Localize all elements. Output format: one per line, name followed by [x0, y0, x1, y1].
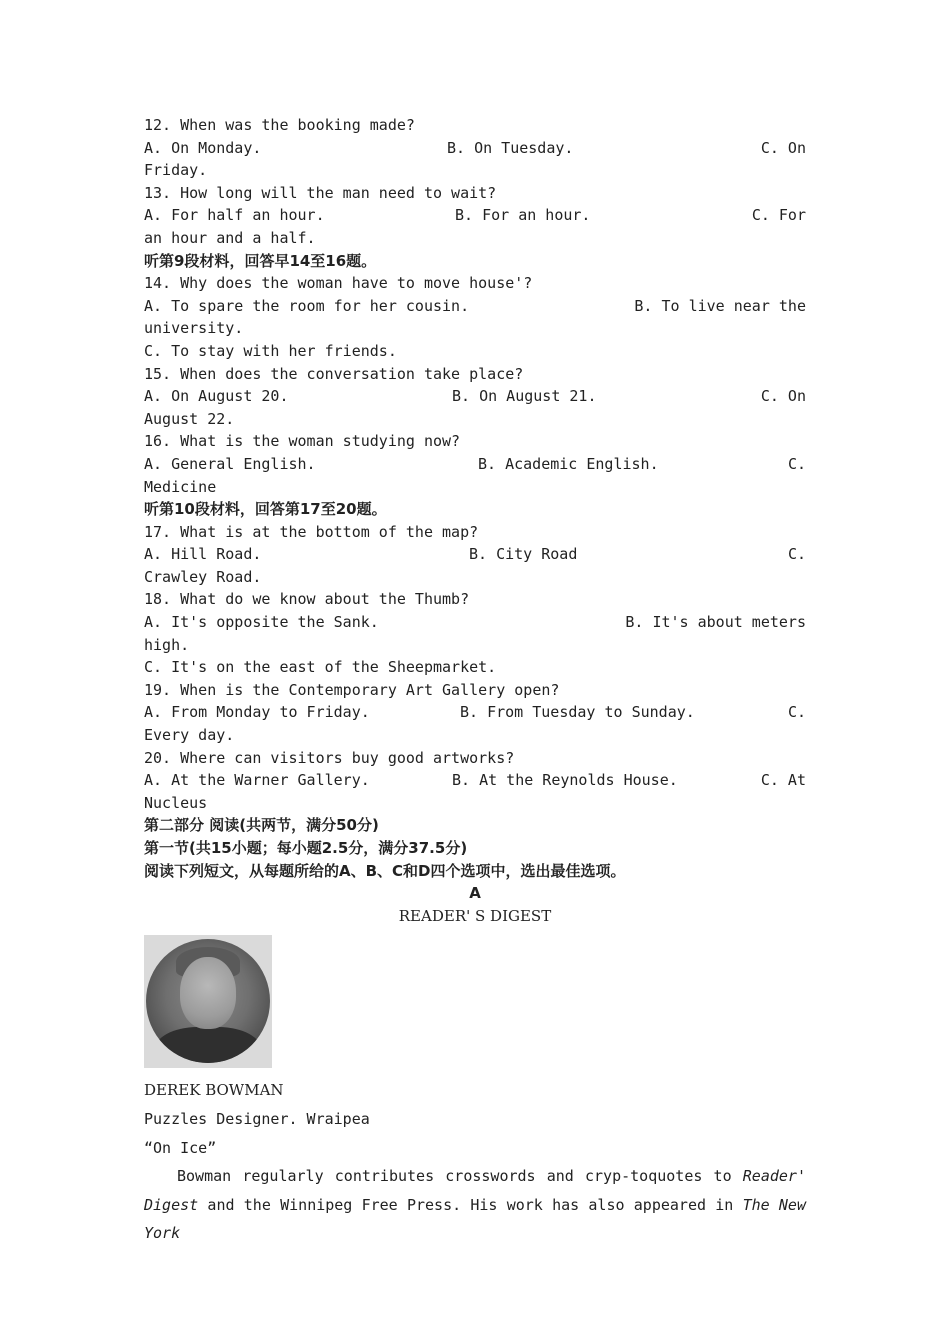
passage-letter: A: [469, 884, 481, 903]
section-9-heading: 听第9段材料，回答早14至16题。: [144, 251, 377, 270]
option-c: C.: [787, 703, 806, 722]
option-c-continued: August 22.: [144, 409, 235, 428]
option-c-continued: Crawley Road.: [144, 567, 262, 586]
question-17-options: [144, 543, 806, 566]
section-10-heading: 听第10段材料，回答第17至20题。: [144, 500, 387, 519]
question-14: 14. Why does the woman have to move house'?: [144, 274, 533, 293]
question-19-options: [144, 701, 806, 724]
option-c: C. On: [760, 387, 806, 406]
question-20: 20. Where can visitors buy good artworks?: [144, 748, 515, 767]
question-15: 15. When does the conversation take place?: [144, 364, 524, 383]
option-c-continued: Every day.: [144, 726, 235, 745]
option-a: A. Hill Road.: [144, 545, 262, 564]
passage-title: READER' S DIGEST: [398, 906, 552, 925]
option-b: B. To live near the: [634, 296, 806, 315]
question-12: 12. When was the booking made?: [144, 116, 415, 134]
option-b: B. It's about meters: [625, 613, 806, 632]
option-c: C. It's on the east of the Sheepmarket.: [144, 658, 497, 677]
exam-page: [144, 114, 806, 1248]
option-b-continued: high.: [144, 635, 190, 654]
question-13: 13. How long will the man need to wait?: [144, 183, 497, 202]
option-a: A. It's opposite the Sank.: [144, 613, 379, 632]
question-20-options: [144, 769, 806, 792]
italic-title: The New York: [144, 1195, 806, 1243]
option-c: C.: [787, 454, 806, 473]
option-a: A. To spare the room for her cousin.: [144, 296, 470, 315]
author-work: “On Ice”: [144, 1138, 217, 1157]
option-b: B. For an hour.: [455, 206, 591, 225]
option-b: B. On Tuesday.: [447, 138, 574, 157]
question-17: 17. What is at the bottom of the map?: [144, 522, 479, 541]
option-c-continued: Friday.: [144, 161, 208, 180]
option-c: C. To stay with her friends.: [144, 341, 397, 360]
option-c-continued: an hour and a half.: [144, 228, 316, 247]
option-c-continued: Nucleus: [144, 793, 208, 812]
author-name: DEREK BOWMAN: [144, 1081, 284, 1100]
question-18: 18. What do we know about the Thumb?: [144, 590, 470, 609]
section-1-heading: 第一节(共15小题；每小题2.5分，满分37.5分): [144, 839, 468, 857]
portrait-image: [146, 939, 270, 1063]
option-c: C. At: [760, 771, 806, 790]
option-b-continued: university.: [144, 319, 244, 338]
option-c: C. On: [760, 138, 806, 157]
option-a: A. General English.: [144, 454, 316, 473]
question-16: 16. What is the woman studying now?: [144, 432, 461, 451]
option-a: A. On August 20.: [144, 387, 289, 406]
option-b: B. On August 21.: [452, 387, 597, 406]
author-role: Puzzles Designer. Wraipea: [144, 1109, 370, 1128]
question-19: 19. When is the Contemporary Art Gallery open?: [144, 680, 560, 699]
option-c: C.: [787, 545, 806, 564]
question-13-options: [144, 204, 806, 227]
option-b: B. From Tuesday to Sunday.: [460, 703, 695, 722]
part-2-heading: 第二部分 阅读(共两节，满分50分): [144, 816, 379, 835]
paragraph-text: Bowman regularly contributes crosswords and cryp-toquotes to: [177, 1167, 743, 1186]
reading-instruction: 阅读下列短文，从每题所给的A、B、C和D四个选项中，选出最佳选项。: [144, 861, 626, 880]
passage-paragraph: [144, 1162, 806, 1248]
option-b: B. Academic English.: [478, 454, 659, 473]
option-b: B. At the Reynolds House.: [452, 771, 678, 790]
question-15-options: [144, 385, 806, 408]
option-a: A. On Monday.: [144, 138, 262, 157]
question-12-options: [144, 137, 806, 160]
option-b: B. City Road: [469, 545, 578, 564]
option-a: A. For half an hour.: [144, 206, 325, 225]
option-c-continued: Medicine: [144, 477, 217, 496]
option-a: A. From Monday to Friday.: [144, 703, 370, 722]
option-c: C. For: [751, 206, 806, 225]
question-18-options: [144, 611, 806, 634]
option-a: A. At the Warner Gallery.: [144, 771, 370, 790]
question-14-options: [144, 295, 806, 318]
author-photo: [144, 935, 272, 1068]
paragraph-text: and the Winnipeg Free Press. His work has also appeared in: [198, 1195, 743, 1214]
italic-title: Reader' Digest: [144, 1167, 806, 1214]
question-16-options: [144, 453, 806, 476]
